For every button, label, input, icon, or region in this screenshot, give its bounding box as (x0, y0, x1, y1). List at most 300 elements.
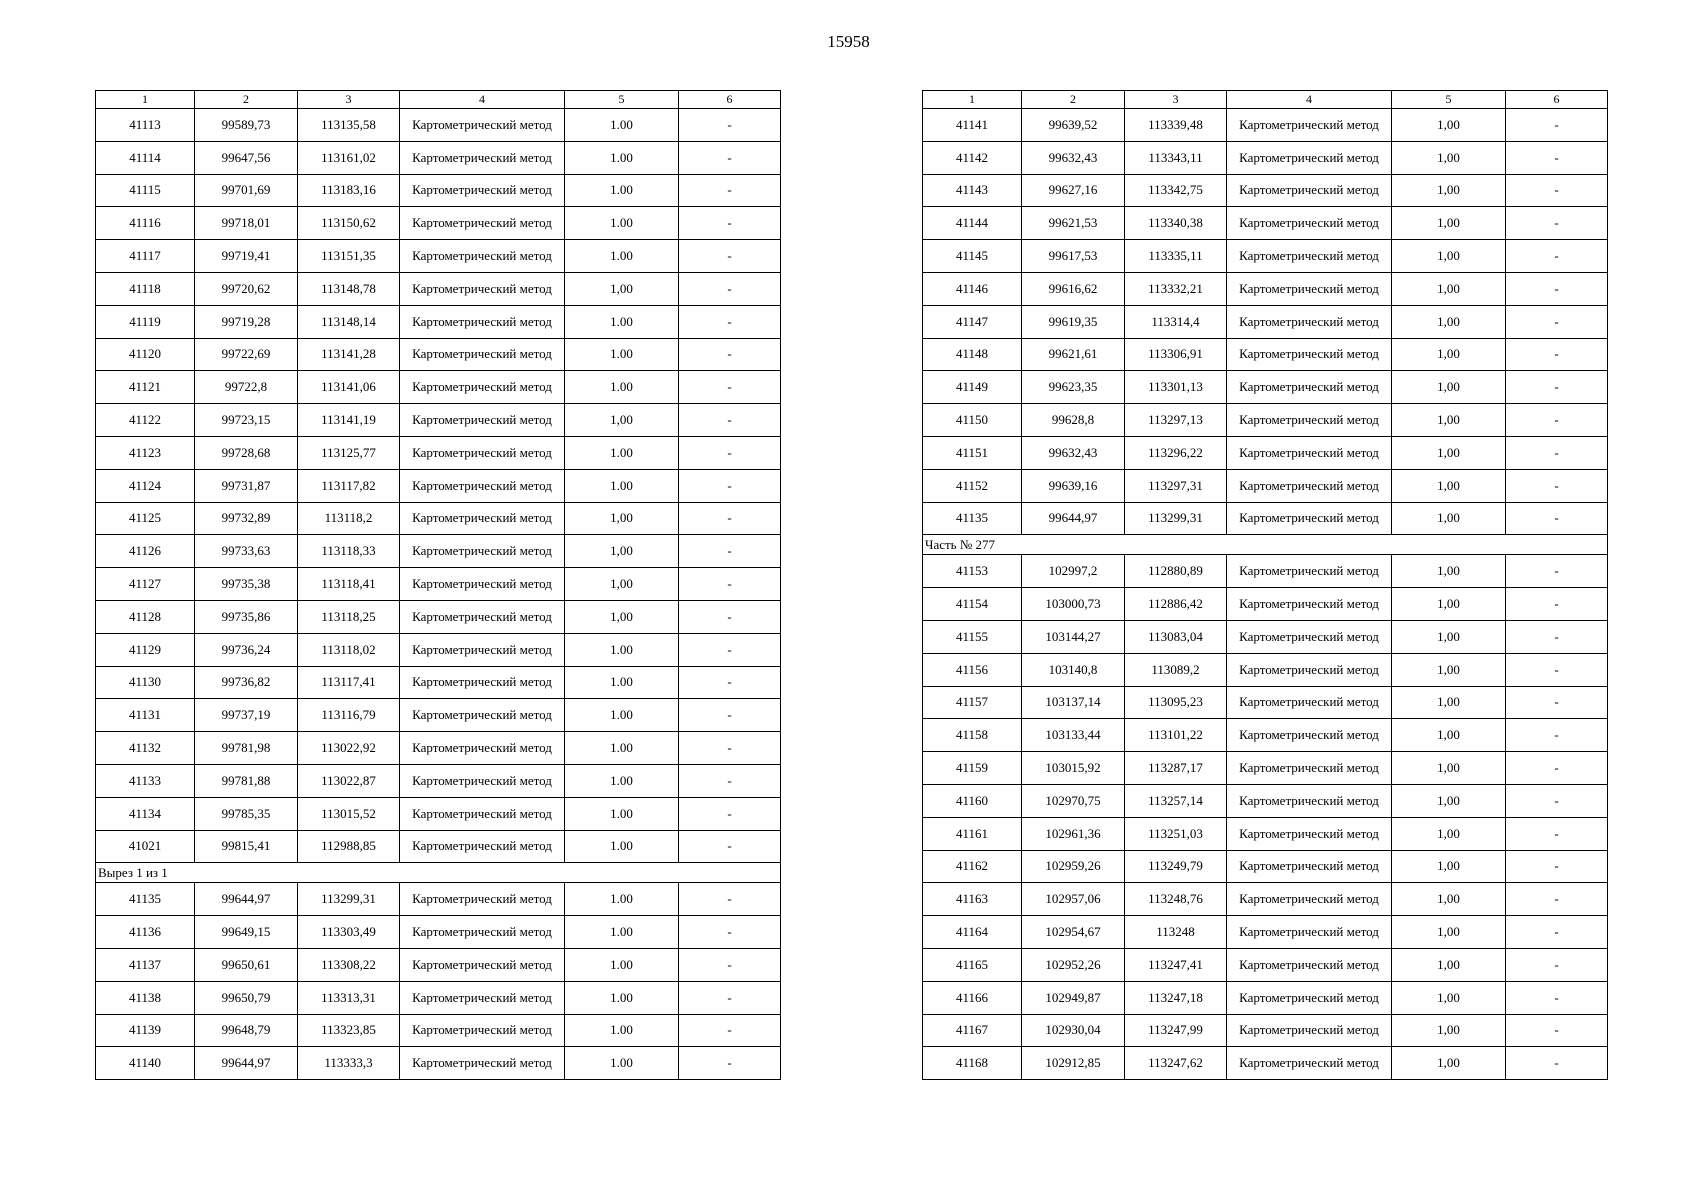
column-header: 2 (195, 91, 298, 109)
table-cell: 1,00 (565, 600, 679, 633)
table-cell: 41119 (96, 305, 195, 338)
table-cell: Картометрический метод (1227, 752, 1392, 785)
table-cell: 1.00 (565, 174, 679, 207)
table-cell: Картометрический метод (1227, 240, 1392, 273)
table-cell: 41141 (923, 109, 1022, 142)
table-cell: 1,00 (1392, 784, 1506, 817)
table-cell: 41151 (923, 436, 1022, 469)
table-cell: Картометрический метод (1227, 305, 1392, 338)
table-cell: Картометрический метод (400, 436, 565, 469)
column-header: 4 (400, 91, 565, 109)
table-cell: 1,00 (1392, 404, 1506, 437)
table-cell: 41021 (96, 830, 195, 863)
table-cell: 113306,91 (1125, 338, 1227, 371)
table-row (923, 588, 1608, 621)
table-cell: 112880,89 (1125, 555, 1227, 588)
table-row (923, 207, 1608, 240)
table-row (923, 784, 1608, 817)
table-cell: 41115 (96, 174, 195, 207)
table-cell: - (679, 916, 781, 949)
table-cell: Картометрический метод (1227, 588, 1392, 621)
table-cell: 99735,86 (195, 600, 298, 633)
table-cell: 99732,89 (195, 502, 298, 535)
table-cell: Картометрический метод (400, 535, 565, 568)
table-cell: 113339,48 (1125, 109, 1227, 142)
table-row (96, 948, 781, 981)
table-cell: 113083,04 (1125, 620, 1227, 653)
table-cell: 99733,63 (195, 535, 298, 568)
table-row (923, 719, 1608, 752)
table-row (96, 502, 781, 535)
table-cell: 102952,26 (1022, 948, 1125, 981)
table-row (923, 1047, 1608, 1080)
table-row (96, 764, 781, 797)
table-cell: - (679, 797, 781, 830)
table-cell: - (1506, 555, 1608, 588)
table-row (923, 305, 1608, 338)
table-cell: 99719,28 (195, 305, 298, 338)
column-header: 5 (1392, 91, 1506, 109)
table-cell: Картометрический метод (400, 174, 565, 207)
table-row (96, 732, 781, 765)
table-cell: 103140,8 (1022, 653, 1125, 686)
table-cell: 41137 (96, 948, 195, 981)
table-cell: - (679, 338, 781, 371)
table-cell: Картометрический метод (400, 916, 565, 949)
table-cell: 1,00 (565, 535, 679, 568)
table-cell: 113247,62 (1125, 1047, 1227, 1080)
table-cell: - (1506, 817, 1608, 850)
table-row (96, 404, 781, 437)
table-cell: 41160 (923, 784, 1022, 817)
table-cell: 113301,13 (1125, 371, 1227, 404)
table-cell: 113161,02 (298, 141, 400, 174)
table-cell: - (679, 699, 781, 732)
table-cell: - (1506, 981, 1608, 1014)
table-cell: 1,00 (1392, 109, 1506, 142)
table-cell: - (679, 633, 781, 666)
table-cell: 99722,69 (195, 338, 298, 371)
table-cell: 99735,38 (195, 568, 298, 601)
table-cell: 99728,68 (195, 436, 298, 469)
table-cell: - (679, 535, 781, 568)
table-cell: 41155 (923, 620, 1022, 653)
table-cell: Картометрический метод (1227, 109, 1392, 142)
table-cell: 99815,41 (195, 830, 298, 863)
table-cell: 1,00 (1392, 272, 1506, 305)
table-cell: 41139 (96, 1014, 195, 1047)
table-cell: 113183,16 (298, 174, 400, 207)
table-cell: 113308,22 (298, 948, 400, 981)
table-cell: - (679, 1047, 781, 1080)
table-cell: Картометрический метод (1227, 719, 1392, 752)
table-cell: 41114 (96, 141, 195, 174)
table-row (96, 436, 781, 469)
table-cell: 41145 (923, 240, 1022, 273)
table-row (923, 109, 1608, 142)
table-row (96, 174, 781, 207)
table-cell: 1,00 (1392, 620, 1506, 653)
table-cell: 113297,13 (1125, 404, 1227, 437)
table-cell: - (1506, 686, 1608, 719)
table-cell: 1,00 (1392, 1014, 1506, 1047)
table-cell: Картометрический метод (400, 948, 565, 981)
table-cell: - (1506, 502, 1608, 535)
table-cell: - (1506, 1047, 1608, 1080)
table-row (923, 404, 1608, 437)
table-cell: 41146 (923, 272, 1022, 305)
table-cell: 1,00 (1392, 850, 1506, 883)
table-cell: 113141,06 (298, 371, 400, 404)
table-cell: 99722,8 (195, 371, 298, 404)
column-header: 5 (565, 91, 679, 109)
table-cell: 102961,36 (1022, 817, 1125, 850)
table-row (96, 600, 781, 633)
table-cell: - (679, 981, 781, 1014)
table-cell: Картометрический метод (1227, 1014, 1392, 1047)
table-cell: 1,00 (1392, 719, 1506, 752)
table-cell: 112988,85 (298, 830, 400, 863)
table-cell: 113148,78 (298, 272, 400, 305)
section-label-row (923, 535, 1608, 555)
table-cell: 103133,44 (1022, 719, 1125, 752)
table-cell: 1.00 (565, 141, 679, 174)
table-cell: 41129 (96, 633, 195, 666)
table-cell: 113248 (1125, 916, 1227, 949)
table-cell: 1,00 (1392, 752, 1506, 785)
table-cell: 41117 (96, 240, 195, 273)
table-cell: 1.00 (565, 916, 679, 949)
table-cell: 102957,06 (1022, 883, 1125, 916)
table-cell: 113313,31 (298, 981, 400, 1014)
column-header: 1 (96, 91, 195, 109)
table-cell: - (679, 666, 781, 699)
table-cell: 99649,15 (195, 916, 298, 949)
table-cell: 1,00 (1392, 653, 1506, 686)
table-cell: 41154 (923, 588, 1022, 621)
table-cell: 1.00 (565, 948, 679, 981)
table-cell: 113022,87 (298, 764, 400, 797)
table-cell: Картометрический метод (400, 305, 565, 338)
table-cell: - (1506, 1014, 1608, 1047)
table-row (96, 305, 781, 338)
table-row (96, 830, 781, 863)
table-cell: 103015,92 (1022, 752, 1125, 785)
table-cell: 41144 (923, 207, 1022, 240)
table-cell: 1.00 (565, 633, 679, 666)
table-cell: Картометрический метод (400, 699, 565, 732)
table-cell: - (1506, 916, 1608, 949)
table-cell: 1,00 (1392, 502, 1506, 535)
table-row (96, 141, 781, 174)
table-cell: 113340,38 (1125, 207, 1227, 240)
table-row (923, 141, 1608, 174)
table-cell: 1.00 (565, 981, 679, 1014)
table-cell: 113323,85 (298, 1014, 400, 1047)
table-cell: Картометрический метод (1227, 371, 1392, 404)
table-cell: Картометрический метод (400, 1014, 565, 1047)
table-cell: 41133 (96, 764, 195, 797)
column-header: 3 (298, 91, 400, 109)
header-row (923, 91, 1608, 109)
table-cell: 41140 (96, 1047, 195, 1080)
table-cell: 99648,79 (195, 1014, 298, 1047)
table-row (96, 981, 781, 1014)
table-cell: 1,00 (1392, 588, 1506, 621)
table-cell: 99644,97 (195, 1047, 298, 1080)
table-cell: 1,00 (1392, 981, 1506, 1014)
table-cell: 102959,26 (1022, 850, 1125, 883)
table-cell: 99736,82 (195, 666, 298, 699)
table-row (923, 371, 1608, 404)
table-cell: - (1506, 784, 1608, 817)
table-cell: 1.00 (565, 883, 679, 916)
table-cell: 99639,16 (1022, 469, 1125, 502)
table-cell: 113117,41 (298, 666, 400, 699)
table-cell: 113287,17 (1125, 752, 1227, 785)
table-cell: 112886,42 (1125, 588, 1227, 621)
table-cell: 113101,22 (1125, 719, 1227, 752)
table-cell: Картометрический метод (400, 469, 565, 502)
table-cell: 1,00 (1392, 305, 1506, 338)
table-cell: 99781,98 (195, 732, 298, 765)
table-cell: 41120 (96, 338, 195, 371)
table-cell: - (679, 568, 781, 601)
table-cell: Картометрический метод (1227, 469, 1392, 502)
table-cell: Картометрический метод (400, 502, 565, 535)
table-row (96, 916, 781, 949)
table-cell: 41162 (923, 850, 1022, 883)
table-cell: 1,00 (1392, 817, 1506, 850)
table-cell: 99617,53 (1022, 240, 1125, 273)
table-cell: 41113 (96, 109, 195, 142)
table-cell: - (1506, 883, 1608, 916)
table-cell: Картометрический метод (400, 338, 565, 371)
table-cell: 113299,31 (1125, 502, 1227, 535)
table-cell: 113332,21 (1125, 272, 1227, 305)
table-cell: Картометрический метод (1227, 436, 1392, 469)
table-row (923, 1014, 1608, 1047)
section-label-row (96, 863, 781, 883)
column-header: 6 (679, 91, 781, 109)
table-cell: 1,00 (1392, 141, 1506, 174)
table-cell: - (1506, 588, 1608, 621)
table-row (923, 174, 1608, 207)
table-cell: 41126 (96, 535, 195, 568)
table-cell: 99616,62 (1022, 272, 1125, 305)
table-cell: 1.00 (565, 207, 679, 240)
table-cell: 1,00 (1392, 240, 1506, 273)
table-cell: 99589,73 (195, 109, 298, 142)
table-cell: - (1506, 272, 1608, 305)
section-label: Часть № 277 (923, 535, 1608, 555)
table-cell: Картометрический метод (400, 797, 565, 830)
table-cell: 99781,88 (195, 764, 298, 797)
table-cell: 102970,75 (1022, 784, 1125, 817)
table-row (96, 469, 781, 502)
table-cell: 113118,2 (298, 502, 400, 535)
table-cell: 41138 (96, 981, 195, 1014)
table-cell: - (679, 600, 781, 633)
table-cell: 113335,11 (1125, 240, 1227, 273)
table-row (96, 883, 781, 916)
table-cell: 41153 (923, 555, 1022, 588)
table-cell: - (679, 305, 781, 338)
table-cell: 113150,62 (298, 207, 400, 240)
table-cell: 113151,35 (298, 240, 400, 273)
table-cell: - (1506, 653, 1608, 686)
table-cell: 103000,73 (1022, 588, 1125, 621)
table-cell: 113333,3 (298, 1047, 400, 1080)
table-cell: 99621,61 (1022, 338, 1125, 371)
table-cell: 113022,92 (298, 732, 400, 765)
table-cell: 1.00 (565, 1014, 679, 1047)
table-cell: 113148,14 (298, 305, 400, 338)
table-cell: Картометрический метод (400, 404, 565, 437)
table-cell: - (679, 272, 781, 305)
table-cell: 1.00 (565, 109, 679, 142)
table-cell: Картометрический метод (400, 830, 565, 863)
column-header: 6 (1506, 91, 1608, 109)
table-row (96, 1014, 781, 1047)
table-cell: 1,00 (1392, 436, 1506, 469)
table-row (923, 469, 1608, 502)
table-row (96, 797, 781, 830)
table-row (923, 686, 1608, 719)
table-cell: 99731,87 (195, 469, 298, 502)
table-cell: Картометрический метод (400, 272, 565, 305)
table-cell: Картометрический метод (400, 600, 565, 633)
table-row (96, 240, 781, 273)
table-cell: Картометрический метод (400, 666, 565, 699)
table-cell: 113015,52 (298, 797, 400, 830)
table-cell: 113296,22 (1125, 436, 1227, 469)
table-cell: 113125,77 (298, 436, 400, 469)
table-cell: 41128 (96, 600, 195, 633)
table-cell: 41123 (96, 436, 195, 469)
table-cell: Картометрический метод (400, 568, 565, 601)
table-cell: 41149 (923, 371, 1022, 404)
table-cell: 41159 (923, 752, 1022, 785)
table-cell: 41158 (923, 719, 1022, 752)
table-cell: 41163 (923, 883, 1022, 916)
table-cell: 1.00 (565, 666, 679, 699)
table-cell: 113247,99 (1125, 1014, 1227, 1047)
table-cell: 1.00 (565, 371, 679, 404)
table-cell: - (1506, 371, 1608, 404)
table-cell: 113247,18 (1125, 981, 1227, 1014)
table-row (96, 568, 781, 601)
table-cell: 41156 (923, 653, 1022, 686)
table-cell: - (679, 469, 781, 502)
table-cell: - (679, 109, 781, 142)
table-cell: 1.00 (565, 436, 679, 469)
table-cell: 41157 (923, 686, 1022, 719)
table-cell: 1,00 (1392, 207, 1506, 240)
table-cell: 102930,04 (1022, 1014, 1125, 1047)
table-cell: 113297,31 (1125, 469, 1227, 502)
table-cell: Картометрический метод (1227, 620, 1392, 653)
table-cell: 1,00 (565, 502, 679, 535)
table-cell: Картометрический метод (1227, 272, 1392, 305)
table-cell: 41127 (96, 568, 195, 601)
table-cell: 1,00 (565, 568, 679, 601)
table-cell: 1,00 (1392, 338, 1506, 371)
table-cell: 41136 (96, 916, 195, 949)
table-cell: 41150 (923, 404, 1022, 437)
section-label: Вырез 1 из 1 (96, 863, 781, 883)
table-cell: Картометрический метод (400, 141, 565, 174)
table-cell: - (679, 174, 781, 207)
table-cell: Картометрический метод (400, 732, 565, 765)
column-header: 4 (1227, 91, 1392, 109)
table-cell: 113342,75 (1125, 174, 1227, 207)
table-cell: Картометрический метод (400, 633, 565, 666)
table-cell: 1.00 (565, 699, 679, 732)
table-cell: - (679, 732, 781, 765)
table-cell: 99718,01 (195, 207, 298, 240)
table-cell: 41167 (923, 1014, 1022, 1047)
table-row (96, 633, 781, 666)
table-cell: 1.00 (565, 469, 679, 502)
table-cell: 41165 (923, 948, 1022, 981)
table-row (96, 535, 781, 568)
table-cell: - (1506, 620, 1608, 653)
table-cell: 99719,41 (195, 240, 298, 273)
table-cell: 41122 (96, 404, 195, 437)
table-cell: 113314,4 (1125, 305, 1227, 338)
table-cell: - (679, 436, 781, 469)
table-cell: 1,00 (1392, 916, 1506, 949)
table-cell: 41148 (923, 338, 1022, 371)
coordinates-table-right (922, 90, 1608, 1080)
table-cell: Картометрический метод (1227, 1047, 1392, 1080)
table-cell: 113299,31 (298, 883, 400, 916)
table-row (96, 1047, 781, 1080)
coordinates-table-left (95, 90, 781, 1080)
table-row (923, 916, 1608, 949)
table-cell: 41142 (923, 141, 1022, 174)
table-cell: - (1506, 719, 1608, 752)
table-cell: 41147 (923, 305, 1022, 338)
table-cell: - (679, 764, 781, 797)
table-cell: 99639,52 (1022, 109, 1125, 142)
table-row (923, 817, 1608, 850)
table-cell: 1,00 (1392, 686, 1506, 719)
table-cell: - (679, 1014, 781, 1047)
table-cell: 113118,02 (298, 633, 400, 666)
table-row (96, 699, 781, 732)
table-cell: Картометрический метод (1227, 141, 1392, 174)
table-cell: Картометрический метод (400, 109, 565, 142)
table-cell: - (1506, 207, 1608, 240)
table-cell: - (1506, 850, 1608, 883)
table-cell: 41134 (96, 797, 195, 830)
table-cell: 1,00 (1392, 174, 1506, 207)
table-cell: Картометрический метод (1227, 883, 1392, 916)
table-cell: Картометрический метод (400, 371, 565, 404)
table-cell: 113135,58 (298, 109, 400, 142)
table-cell: Картометрический метод (1227, 653, 1392, 686)
table-cell: 1,00 (1392, 555, 1506, 588)
table-cell: 103144,27 (1022, 620, 1125, 653)
table-cell: 113249,79 (1125, 850, 1227, 883)
table-cell: - (1506, 404, 1608, 437)
table-cell: 113343,11 (1125, 141, 1227, 174)
table-cell: 41166 (923, 981, 1022, 1014)
table-cell: 102997,2 (1022, 555, 1125, 588)
table-cell: Картометрический метод (1227, 784, 1392, 817)
